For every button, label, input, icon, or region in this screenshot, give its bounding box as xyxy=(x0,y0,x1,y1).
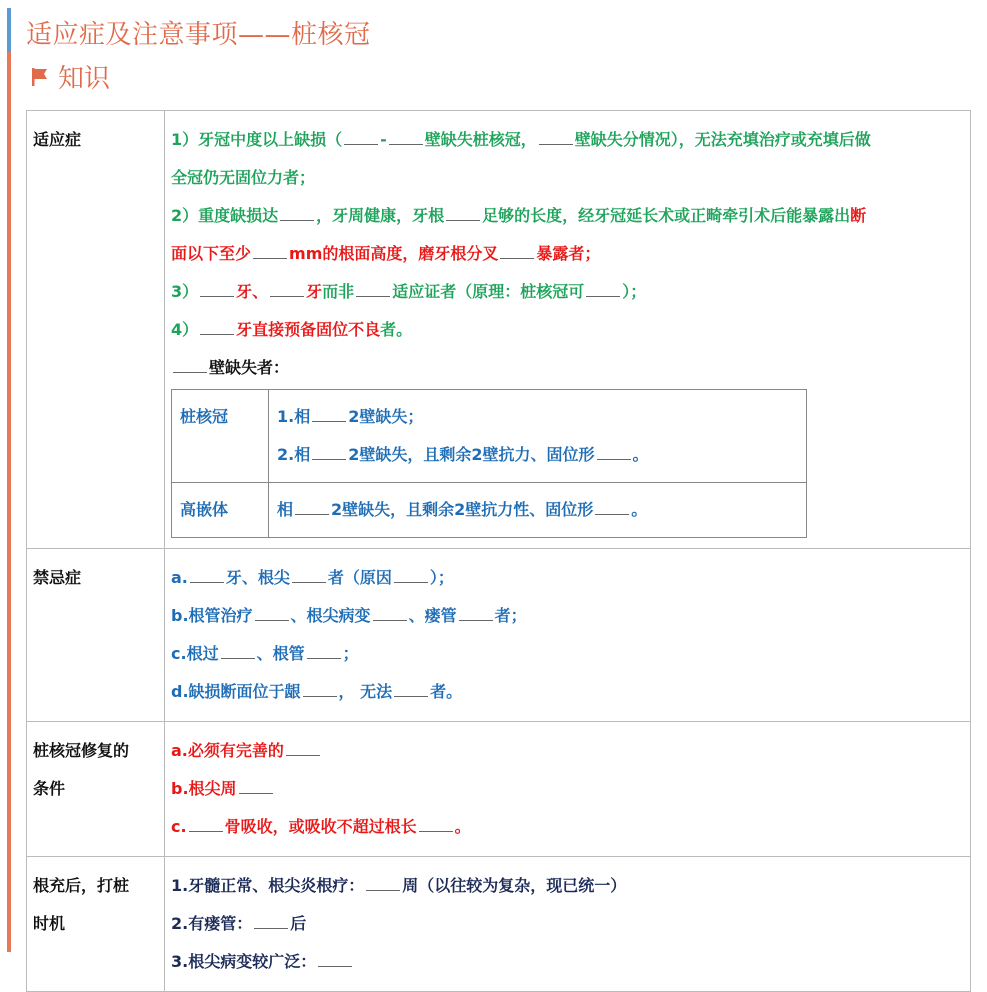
text: b.根尖周 xyxy=(171,779,237,798)
text: 根充后，打桩 xyxy=(33,876,130,895)
text: 、瘘管 xyxy=(408,606,457,625)
text: 适应证者（原理：桩核冠可 xyxy=(392,282,585,301)
row-content-indications xyxy=(165,111,971,549)
text: 1）牙冠中度以上缺损（ xyxy=(171,130,343,149)
text: 牙、 xyxy=(236,282,269,301)
accent-bar-top xyxy=(7,8,11,52)
text: 壁缺失分情况），无法充填治疗或充填后做 xyxy=(574,130,871,149)
text: 、根尖病变 xyxy=(290,606,371,625)
inner-content xyxy=(269,390,807,483)
text: 2）重度缺损达 xyxy=(171,206,279,225)
blank xyxy=(597,439,631,460)
blank xyxy=(292,562,326,583)
section-heading xyxy=(30,58,110,95)
text: 2.有瘘管： xyxy=(171,914,253,933)
text: 条件 xyxy=(33,779,66,798)
inner-label: 高嵌体 xyxy=(172,483,269,538)
text: 全冠仍无固位力者； xyxy=(171,168,316,187)
table-row xyxy=(27,722,971,857)
text: 后 xyxy=(290,914,307,933)
text: 壁缺失者： xyxy=(209,358,290,377)
blank xyxy=(239,773,273,794)
text: 断 xyxy=(850,206,867,225)
text: c. xyxy=(171,817,187,836)
blank xyxy=(200,314,234,335)
blank xyxy=(253,238,287,259)
blank xyxy=(307,638,341,659)
text: 3） xyxy=(171,282,199,301)
blank xyxy=(344,124,378,145)
text: 2壁缺失，且剩余2壁抗力性、固位形 xyxy=(331,500,594,519)
text: 1.相 xyxy=(277,407,311,426)
text: 者（原因 xyxy=(327,568,392,587)
blank xyxy=(280,200,314,221)
blank xyxy=(190,562,224,583)
blank xyxy=(446,200,480,221)
blank xyxy=(459,600,493,621)
blank xyxy=(373,600,407,621)
text: 、根管 xyxy=(256,644,305,663)
text: 。 xyxy=(631,500,648,519)
text: 4） xyxy=(171,320,199,339)
text: 者。 xyxy=(430,682,463,701)
blank xyxy=(394,562,428,583)
blank xyxy=(595,494,629,515)
blank xyxy=(394,676,428,697)
text: 暴露者； xyxy=(536,244,601,263)
blank xyxy=(312,401,346,422)
blank xyxy=(303,676,337,697)
text: 桩核冠修复的 xyxy=(33,741,130,760)
text: c.根过 xyxy=(171,644,219,663)
row-label-contraindications: 禁忌症 xyxy=(27,549,165,722)
text: 而非 xyxy=(322,282,355,301)
blank xyxy=(295,494,329,515)
text: 时机 xyxy=(33,914,66,933)
table-row xyxy=(27,549,971,722)
text: 牙、根尖 xyxy=(225,568,290,587)
table-row xyxy=(27,111,971,549)
text: ，牙周健康，牙根 xyxy=(316,206,445,225)
text: ， 无法 xyxy=(338,682,393,701)
inner-label: 桩核冠 xyxy=(172,390,269,483)
text: 壁缺失桩核冠， xyxy=(424,130,537,149)
blank xyxy=(366,870,400,891)
text: a. xyxy=(171,568,188,587)
text: 。 xyxy=(454,817,471,836)
text: 3.根尖病变较广泛： xyxy=(171,952,317,971)
inner-row xyxy=(172,390,807,483)
text: - xyxy=(380,130,387,149)
text: 相 xyxy=(277,500,294,519)
text: 1.牙髓正常、根尖炎根疗： xyxy=(171,876,365,895)
blank xyxy=(389,124,423,145)
row-label-conditions xyxy=(27,722,165,857)
text: 牙 xyxy=(306,282,323,301)
text: 骨吸收，或吸收不超过根长 xyxy=(224,817,417,836)
blank xyxy=(419,811,453,832)
row-label-timing xyxy=(27,857,165,992)
blank xyxy=(173,352,207,373)
info-table xyxy=(26,110,971,992)
row-content-timing xyxy=(165,857,971,992)
text: 。 xyxy=(632,445,649,464)
text: 2壁缺失； xyxy=(348,407,424,426)
row-label-indications: 适应症 xyxy=(27,111,165,549)
blank xyxy=(255,600,289,621)
text: ）； xyxy=(622,282,647,301)
text: 者。 xyxy=(380,320,413,339)
blank xyxy=(270,276,304,297)
text: d.缺损断面位于龈 xyxy=(171,682,301,701)
row-content-conditions xyxy=(165,722,971,857)
blank xyxy=(189,811,223,832)
text: ； xyxy=(342,644,359,663)
text: ）； xyxy=(429,568,454,587)
text: 2壁缺失，且剩余2壁抗力、固位形 xyxy=(348,445,595,464)
blank xyxy=(539,124,573,145)
blank xyxy=(500,238,534,259)
text: 者； xyxy=(494,606,527,625)
text: a.必须有完善的 xyxy=(171,741,284,760)
text: 牙直接预备固位不良 xyxy=(236,320,381,339)
section-title: 知识 xyxy=(58,64,111,94)
page-title: 适应症及注意事项——桩核冠 xyxy=(26,20,371,50)
text: 2.相 xyxy=(277,445,311,464)
inner-content xyxy=(269,483,807,538)
inner-table xyxy=(171,389,807,538)
text: 周（以往较为复杂，现已统一） xyxy=(402,876,627,895)
blank xyxy=(586,276,620,297)
blank xyxy=(312,439,346,460)
text: 足够的长度，经牙冠延长术或正畸牵引术后能暴露出 xyxy=(482,206,851,225)
blank xyxy=(200,276,234,297)
row-content-contraindications xyxy=(165,549,971,722)
blank xyxy=(221,638,255,659)
blank xyxy=(254,908,288,929)
blank xyxy=(356,276,390,297)
table-row xyxy=(27,857,971,992)
blank xyxy=(318,946,352,967)
text: b.根管治疗 xyxy=(171,606,253,625)
flag-icon xyxy=(30,66,50,88)
left-accent-bar xyxy=(7,8,11,952)
text: mm的根面高度，磨牙根分叉 xyxy=(289,244,499,263)
text: 面以下至少 xyxy=(171,244,252,263)
blank xyxy=(286,735,320,756)
inner-row xyxy=(172,483,807,538)
